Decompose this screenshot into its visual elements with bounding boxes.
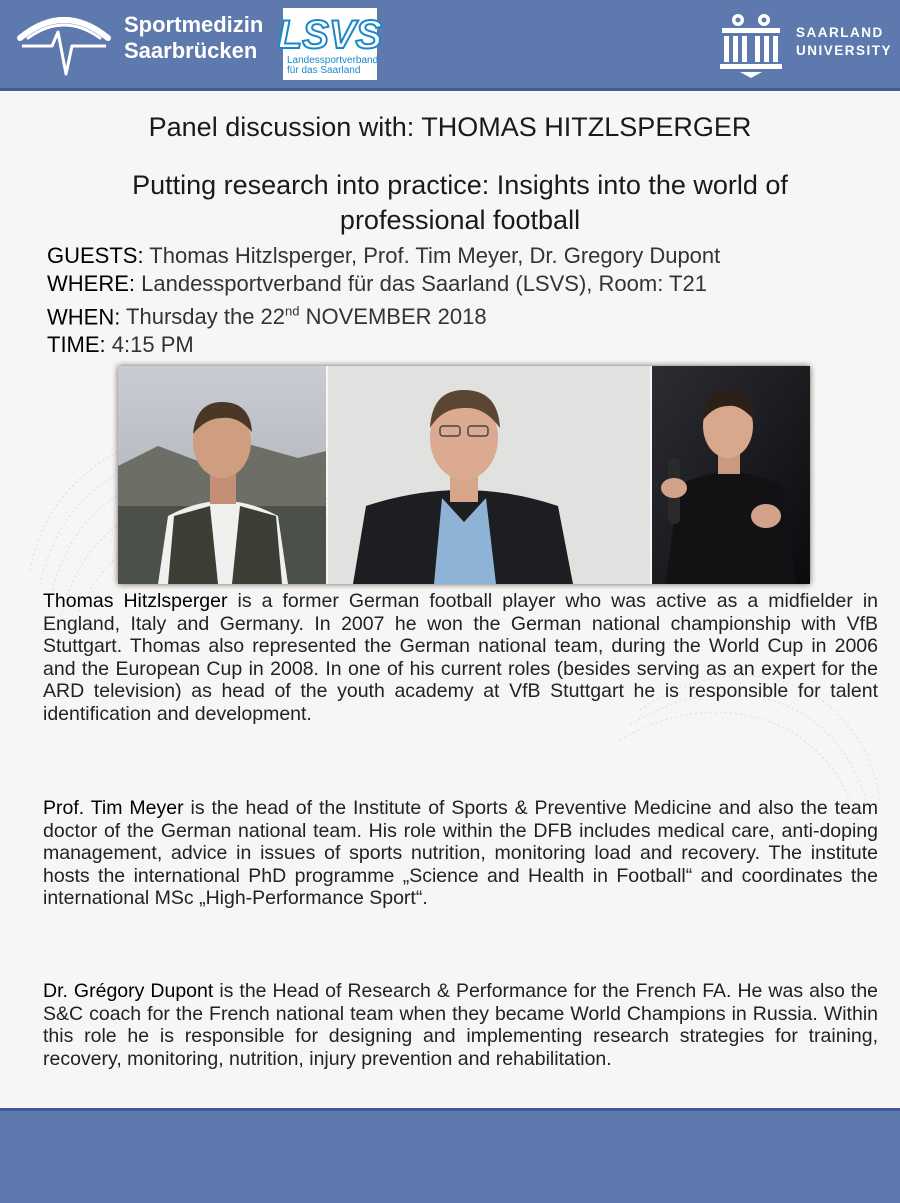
sm-line2: Saarbrücken	[124, 38, 258, 63]
event-info	[47, 242, 720, 359]
sm-line1: Sportmedizin	[124, 12, 264, 37]
footer-band	[0, 1108, 900, 1203]
bio-hitzlsperger	[43, 590, 878, 725]
university-name	[796, 24, 892, 60]
lsvs-wordmark	[277, 10, 383, 57]
speaker-photos	[118, 366, 810, 584]
bio-text-dupont: is the Head of Research & Performance for the French FA. He was also the S&C coach for the French national team when they became World Champions in Russia. Within this role he is responsible for designing and implementing research strategies for training, recovery, monitoring, nutrition, injury prevention and rehabilitation.	[43, 980, 879, 1070]
header-band	[0, 0, 900, 91]
sportmedizin-logo-icon	[14, 8, 114, 80]
when-value	[126, 304, 487, 329]
guests-row	[47, 242, 720, 270]
bio-name-hitzlsperger: Thomas Hitzlsperger	[43, 590, 228, 612]
bio-text-meyer: is the head of the Institute of Sports & Preventive Medicine and also the team doctor of the German national team. His role within the DFB includes medical care, anti-doping management, advice in issues of sports nutrition, monitoring load and recovery. The institute hosts the international PhD programme „Science and Health in Football“ and coordinates the international MSc „High-Performance Sport“.	[43, 797, 879, 909]
lsvs-mark: LSVS	[277, 13, 383, 57]
bio-name-dupont: Dr. Grégory Dupont	[43, 980, 214, 1002]
lsvs-logo	[277, 8, 383, 80]
time-row	[47, 331, 720, 359]
lsvs-subtitle	[287, 56, 377, 76]
bio-dupont	[43, 980, 878, 1070]
guests-label: GUESTS:	[47, 243, 144, 268]
bio-meyer	[43, 797, 878, 910]
guests-value: Thomas Hitzlsperger, Prof. Tim Meyer, Dr. Gregory Dupont	[149, 243, 721, 268]
uni-line1: SAARLAND	[796, 25, 884, 40]
where-value: Landessportverband für das Saarland (LSVS), Room: T21	[141, 271, 707, 296]
time-value: 4:15 PM	[111, 332, 194, 358]
university-seal-icon	[716, 8, 786, 78]
uni-line2: UNIVERSITY	[796, 43, 893, 58]
when-row	[47, 298, 720, 331]
when-prefix: Thursday the 22	[126, 304, 286, 330]
when-sup: nd	[285, 304, 300, 319]
bio-text-hitzlsperger: is a former German football player who was active as a midfielder in England, Italy and Germany. In 2007 he won the German national championship with VfB Stuttgart. Thomas also represented the German national team, during the World Cup in 2006 and the European Cup in 2008. In one of his current roles (besides serving as an expert for the ARD television) as head of the youth academy at VfB Stuttgart he is responsible for talent identification and development.	[43, 590, 879, 725]
where-row	[47, 270, 720, 298]
photo-thomas-hitzlsperger	[118, 366, 326, 584]
photo-tim-meyer	[328, 366, 650, 584]
lsvs-sub1: Landessportverband	[287, 55, 379, 66]
photo-gregory-dupont	[652, 366, 810, 584]
when-suffix: NOVEMBER 2018	[305, 304, 487, 330]
sportmedizin-name	[124, 12, 263, 64]
page-subtitle: Putting research into practice: Insights into the world of professional football	[132, 170, 788, 235]
when-label: WHEN:	[47, 304, 121, 330]
where-label: WHERE:	[47, 271, 135, 296]
time-label: TIME:	[47, 332, 106, 358]
lsvs-sub2: für das Saarland	[287, 65, 361, 76]
page-title: Panel discussion with: THOMAS HITZLSPERGER	[148, 112, 752, 142]
bio-name-meyer: Prof. Tim Meyer	[43, 797, 184, 819]
